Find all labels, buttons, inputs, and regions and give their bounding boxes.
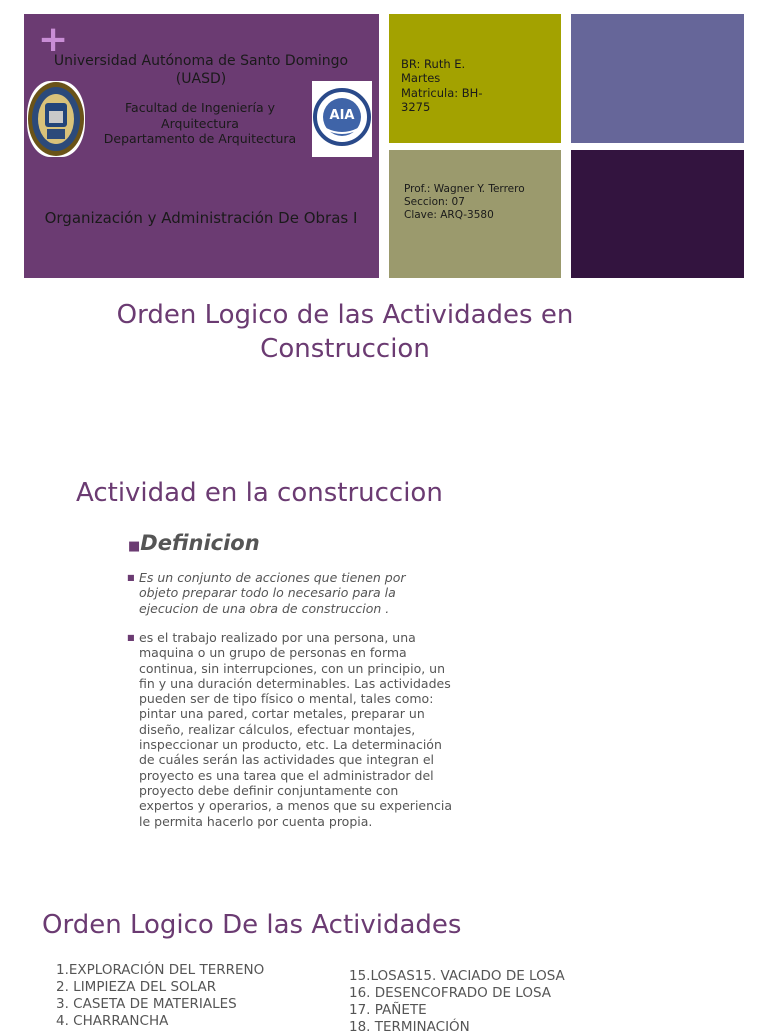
definition-text: es el trabajo realizado por una persona, una maquina o un grupo de personas en forma continua, sin interrupciones, con un principio, un fin y una duración determinables. Las actividades pueden ser de tipo físico o mental, tales como: pintar una pared, cortar metales, preparar un diseño, realizar cálculos, efectuar montajes, inspeccionar un producto, etc. La determinación de cuáles serán las actividades que integran el proyecto es una tarea que el administrador del proyecto debe definir conjuntamente con expertos y operarios, a menos que su experiencia le permita hacerlo por cuenta propia. xyxy=(139,630,453,829)
list-item: 1.EXPLORACIÓN DEL TERRENO xyxy=(56,962,265,978)
plus-icon: + xyxy=(38,19,69,60)
student-line-3: Matricula: BH- xyxy=(401,85,483,100)
aia-logo xyxy=(312,81,372,157)
university-name: Universidad Autónoma de Santo Domingo (UASD) xyxy=(53,53,349,87)
faculty-line-2: Arquitectura xyxy=(161,115,239,131)
section-heading: Actividad en la construccion xyxy=(76,478,443,508)
student-line-4: 3275 xyxy=(401,99,431,114)
page-title-line-2: Construccion xyxy=(260,334,430,364)
student-line-2: Martes xyxy=(401,71,441,86)
square-bullet-icon: ■ xyxy=(128,539,141,554)
professor-line-2: Seccion: 07 xyxy=(404,196,465,208)
faculty-line-3: Departamento de Arquitectura xyxy=(103,131,297,146)
activity-list-right xyxy=(349,968,649,1036)
faculty-department xyxy=(90,100,310,147)
uasd-seal-logo xyxy=(27,81,85,157)
definition-heading-text: Definicion xyxy=(140,531,260,555)
professor-line-1: Prof.: Wagner Y. Terrero xyxy=(404,183,525,195)
decor-block-slate xyxy=(571,14,744,143)
list-item: 4. CHARRANCHA xyxy=(56,1013,169,1029)
list-item: 18. TERMINACIÓN xyxy=(349,1019,470,1035)
student-line-1: BR: Ruth E. xyxy=(401,57,466,71)
page-title-line-1: Orden Logico de las Actividades en xyxy=(116,300,574,330)
definition-italic: Es un conjunto de acciones que tienen por objeto preparar todo lo necesario para la ejecucion de una obra de construccion . xyxy=(139,570,406,616)
square-bullet-icon: ■ xyxy=(127,633,135,642)
definition-heading xyxy=(128,530,260,560)
logo-text: AIA xyxy=(329,108,355,123)
course-name: Organización y Administración De Obras I xyxy=(44,209,358,227)
professor-line-3: Clave: ARQ-3580 xyxy=(404,209,494,221)
activity-list-left xyxy=(56,962,356,1030)
faculty-line-1: Facultad de Ingeniería y xyxy=(125,100,275,115)
list-item: 16. DESENCOFRADO DE LOSA xyxy=(349,985,552,1001)
list-item: 17. PAÑETE xyxy=(349,1002,427,1018)
list-item: 3. CASETA DE MATERIALES xyxy=(56,996,237,1012)
orden-heading: Orden Logico De las Actividades xyxy=(42,910,462,940)
page-title xyxy=(60,298,630,366)
professor-info xyxy=(404,183,554,222)
decor-block-plum xyxy=(571,150,744,278)
list-item: 2. LIMPIEZA DEL SOLAR xyxy=(56,979,217,995)
student-info xyxy=(401,57,551,114)
list-item: 15.LOSAS15. VACIADO DE LOSA xyxy=(349,968,565,984)
square-bullet-icon: ■ xyxy=(127,573,135,582)
